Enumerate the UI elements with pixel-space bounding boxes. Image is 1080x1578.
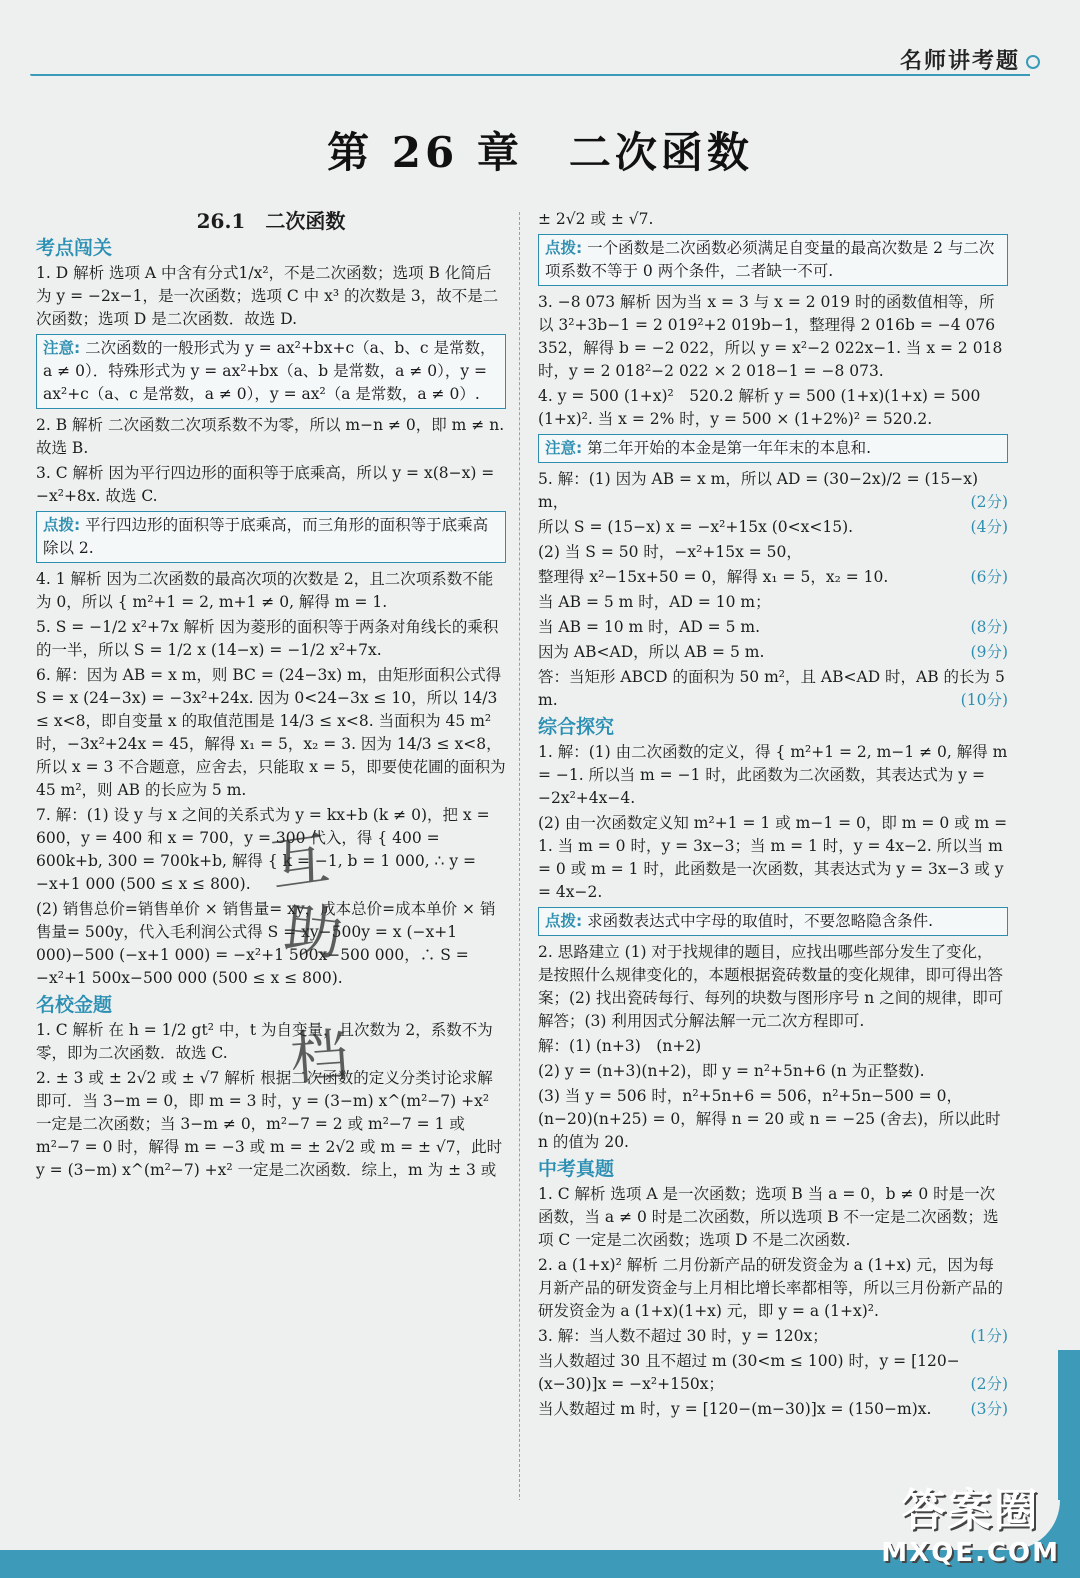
handwriting-mark-1: 互 [266, 824, 334, 900]
handwriting-mark-3: 档 [288, 1021, 351, 1093]
score: (2分) [970, 1375, 1008, 1393]
zonghe-2a: 解：(1) (n+3) (n+2) [538, 1037, 702, 1055]
category-zhongkao: 中考真题 [538, 1158, 615, 1180]
mingxiao-5-line1 [538, 468, 1008, 514]
zhongkao-2: 2. a (1+x)² 解析 二月份新产品的研发资金为 a (1+x) 元，因为每月新产品的研发资金与上月相比增长率都相等，所以三月份新产品的研发资金为 a (1+x)(1+x) 元，即 y = a (1+x)². [538, 1256, 1004, 1320]
mingxiao-5-line3: (2) 当 S = 50 时，−x²+15x = 50， [538, 543, 802, 561]
answer-6: 6. 解：因为 AB = x m，则 BC = (24−3x) m，由矩形面积公式得 S = x (24−3x) = −3x²+24x. 因为 0<24−3x ≤ 10，所以 14/3 ≤ x<8，即自变量 x 的取值范围是 14/3 ≤ x<8. 当面积为 45 m² 时，−3x²+24x = 45，解得 x₁ = 5，x₂ = 3. 因为 14/3 ≤ x<8，所以 x = 3 不合题意，应舍去，只能取 x = 5，即要使花圃的面积为 45 m²，则 AB 的长应为 5 m. [36, 666, 506, 799]
line-text: 5. 解：(1) 因为 AB = x m，所以 AD = (30−2x)/2 = (15−x) m， [538, 470, 979, 511]
category-zonghe: 综合探究 [538, 716, 615, 738]
mingxiao-4: 4. y = 500 (1+x)² 520.2 解析 y = 500 (1+x)(1+x) = 500 (1+x)². 当 x = 2% 时，y = 500 × (1+2%)² = 520.2. [538, 387, 981, 428]
tip-label: 点拨: [545, 239, 583, 257]
mingxiao-5-line2 [538, 516, 1008, 539]
score: (3分) [970, 1400, 1008, 1418]
note-box-1 [36, 334, 506, 409]
tip-box-3 [538, 907, 1008, 936]
chapter-title: 第 26 章 二次函数 [327, 128, 753, 177]
zhongkao-3-line2 [538, 1350, 1008, 1396]
tip-label: 点拨: [43, 516, 81, 534]
answer-3: 3. C 解析 因为平行四边形的面积等于底乘高，所以 y = x(8−x) = −x²+8x. 故选 C. [36, 464, 495, 505]
zonghe-1b: (2) 由一次函数定义知 m²+1 = 1 或 m−1 = 0，即 m = 0 或 m = 1. 当 m = 0 时，y = 3x−3；当 m = 1 时，y = 4x−2. 所以当 m = 0 或 m = 1 时，此函数是一次函数，其表达式为 y = 3x−3 或 y = 4x−2. [538, 814, 1008, 901]
handwriting-mark-2: 助 [281, 895, 346, 969]
tip-text: 求函数表达式中字母的取值时，不要忽略隐含条件. [587, 912, 934, 930]
section-title: 26.1 二次函数 [196, 209, 346, 233]
mingxiao-5-line8 [538, 666, 1008, 712]
watermark-url: MXQE.COM [881, 1538, 1060, 1568]
mingxiao-2-end: ± 2√2 或 ± √7. [538, 210, 654, 228]
zonghe-1: 1. 解：(1) 由二次函数的定义，得 { m²+1 = 2, m−1 ≠ 0, 解得 m = −1. 所以当 m = −1 时，此函数为二次函数，其表达式为 y = −2x²+4x−4. [538, 743, 1008, 807]
line-text: 3. 解：当人数不超过 30 时，y = 120x； [538, 1327, 828, 1345]
note-text: 第二年开始的本金是第一年年末的本息和. [587, 439, 872, 457]
right-column [538, 208, 1008, 1423]
answer-1: 1. D 解析 选项 A 中含有分式1/x²，不是二次函数；选项 B 化简后为 y = −2x−1，是一次函数；选项 C 中 x³ 的次数是 3，故不是二次函数；选项 D 是二次函数．故选 D. [36, 264, 499, 328]
watermark [881, 1474, 1060, 1568]
zonghe-2: 2. 思路建立 (1) 对于找规律的题目，应找出哪些部分发生了变化，是按照什么规律变化的，本题根据瓷砖数量的变化规律，即可得出答案；(2) 找出瓷砖每行、每列的块数与图形序号 n 之间的规律，即可解答；(3) 利用因式分解法解一元二次方程即可. [538, 943, 1004, 1030]
line-text: 当人数超过 30 且不超过 m (30<m ≤ 100) 时，y = [120−(x−30)]x = −x²+150x； [538, 1352, 960, 1393]
tip-label: 点拨: [545, 912, 583, 930]
note-label: 注意: [545, 439, 583, 457]
mingxiao-5-line4 [538, 566, 1008, 589]
tip-text: 一个函数是二次函数必须满足自变量的最高次数是 2 与二次项系数不等于 0 两个条件，二者缺一不可. [545, 239, 995, 280]
mingxiao-3: 3. −8 073 解析 因为当 x = 3 与 x = 2 019 时的函数值相等，所以 3²+3b−1 = 2 019²+2 019b−1，整理得 2 016b = −4 076 352，解得 b = −2 022，所以 y = x²−2 022x−1. 当 x = 2 018 时，y = 2 018²−2 022 × 2 018−1 = −8 073. [538, 293, 1003, 380]
answer-4: 4. 1 解析 因为二次函数的最高次项的次数是 2，且二次项系数不能为 0，所以 { m²+1 = 2, m+1 ≠ 0, 解得 m = 1. [36, 570, 494, 611]
category-mingxiao: 名校金题 [36, 994, 113, 1016]
mingxiao-2: 2. ± 3 或 ± 2√2 或 ± √7 解析 根据二次函数的定义分类讨论求解即可．当 3−m = 0，即 m = 3 时，y = (3−m) x^(m²−7) +x² 一定是二次函数；当 3−m ≠ 0，m²−7 = 2 或 m²−7 = 1 或 m²−7 = 0 时，解得 m = −3 或 m = ± 2√2 或 m = ± √7，此时 y = (3−m) x^(m²−7) +x² 一定是二次函数．综上，m 为 ± 3 或 [36, 1069, 503, 1179]
line-text: 当 AB = 10 m 时，AD = 5 m. [538, 618, 761, 636]
mingxiao-5-line5: 当 AB = 5 m 时，AD = 10 m； [538, 593, 771, 611]
score: (8分) [970, 618, 1008, 636]
zonghe-2b: (2) y = (n+3)(n+2)，即 y = n²+5n+6 (n 为正整数). [538, 1062, 925, 1080]
line-text: 因为 AB<AD，所以 AB = 5 m. [538, 643, 765, 661]
score: (9分) [970, 643, 1008, 661]
left-column [36, 208, 506, 1184]
category-kaodian: 考点闯关 [36, 237, 113, 259]
answer-2: 2. B 解析 二次函数二次项系数不为零，所以 m−n ≠ 0，即 m ≠ n. 故选 B. [36, 416, 505, 457]
score: (1分) [970, 1327, 1008, 1345]
line-text: 当人数超过 m 时，y = [120−(m−30)]x = (150−m)x. [538, 1400, 932, 1418]
score: (4分) [970, 518, 1008, 536]
column-divider [519, 212, 520, 1502]
zhongkao-3-line3 [538, 1398, 1008, 1421]
zonghe-2c: (3) 当 y = 506 时，n²+5n+6 = 506，n²+5n−500 = 0，(n−20)(n+25) = 0，解得 n = 20 或 n = −25 (舍去)，所以此时 n 的值为 20. [538, 1087, 1001, 1151]
mingxiao-5-line7 [538, 641, 1008, 664]
tip-box-1 [36, 511, 506, 563]
header-rule [30, 74, 1030, 76]
zhongkao-3-line1 [538, 1325, 1008, 1348]
answer-7: 7. 解：(1) 设 y 与 x 之间的关系式为 y = kx+b (k ≠ 0)，把 x = 600，y = 400 和 x = 700，y = 300 代入，得 { 400 = 600k+b, 300 = 700k+b, 解得 { k = −1, b = 1 000, ∴ y = −x+1 000 (500 ≤ x ≤ 800). [36, 806, 490, 893]
line-text: 所以 S = (15−x) x = −x²+15x (0<x<15). [538, 518, 854, 536]
line-text: 答：当矩形 ABCD 的面积为 50 m²，且 AB<AD 时，AB 的长为 5 m. [538, 668, 1005, 709]
zhongkao-1: 1. C 解析 选项 A 是一次函数；选项 B 当 a = 0，b ≠ 0 时是一次函数，当 a ≠ 0 时是二次函数，所以选项 B 不一定是二次函数；选项 C 一定是二次函数；选项 D 不是二次函数. [538, 1185, 999, 1249]
score: (2分) [970, 493, 1008, 511]
score: (6分) [970, 568, 1008, 586]
note-box-2 [538, 434, 1008, 463]
mingxiao-5-line6 [538, 616, 1008, 639]
tip-text: 平行四边形的面积等于底乘高，而三角形的面积等于底乘高除以 2. [43, 516, 489, 557]
watermark-logo: 答案圈 [901, 1485, 1040, 1536]
header-dot-icon [1026, 55, 1040, 69]
mingxiao-1: 1. C 解析 在 h = 1/2 gt² 中，t 为自变量，且次数为 2，系数不为零，即为二次函数．故选 C. [36, 1021, 493, 1062]
line-text: 整理得 x²−15x+50 = 0，解得 x₁ = 5，x₂ = 10. [538, 568, 889, 586]
answer-7b: (2) 销售总价=销售单价 × 销售量= xy，成本总价=成本单价 × 销售量= 500y，代入毛利润公式得 S = xy−500y = x (−x+1 000)−500 (−x+1 000) = −x²+1 500x−500 000，∴ S = −x²+1 500x−500 000 (500 ≤ x ≤ 800). [36, 900, 496, 987]
tip-box-2 [538, 234, 1008, 286]
answer-5: 5. S = −1/2 x²+7x 解析 因为菱形的面积等于两条对角线长的乘积的一半，所以 S = 1/2 x (14−x) = −1/2 x²+7x. [36, 618, 499, 659]
note-label: 注意: [43, 339, 81, 357]
score: (10分) [960, 691, 1008, 709]
header-brand: 名师讲考题 [899, 48, 1020, 74]
note-text: 二次函数的一般形式为 y = ax²+bx+c（a、b、c 是常数，a ≠ 0）．特殊形式为 y = ax²+bx（a、b 是常数，a ≠ 0），y = ax²+c（a、c 是常数，a ≠ 0），y = ax²（a 是常数，a ≠ 0）. [43, 339, 496, 403]
